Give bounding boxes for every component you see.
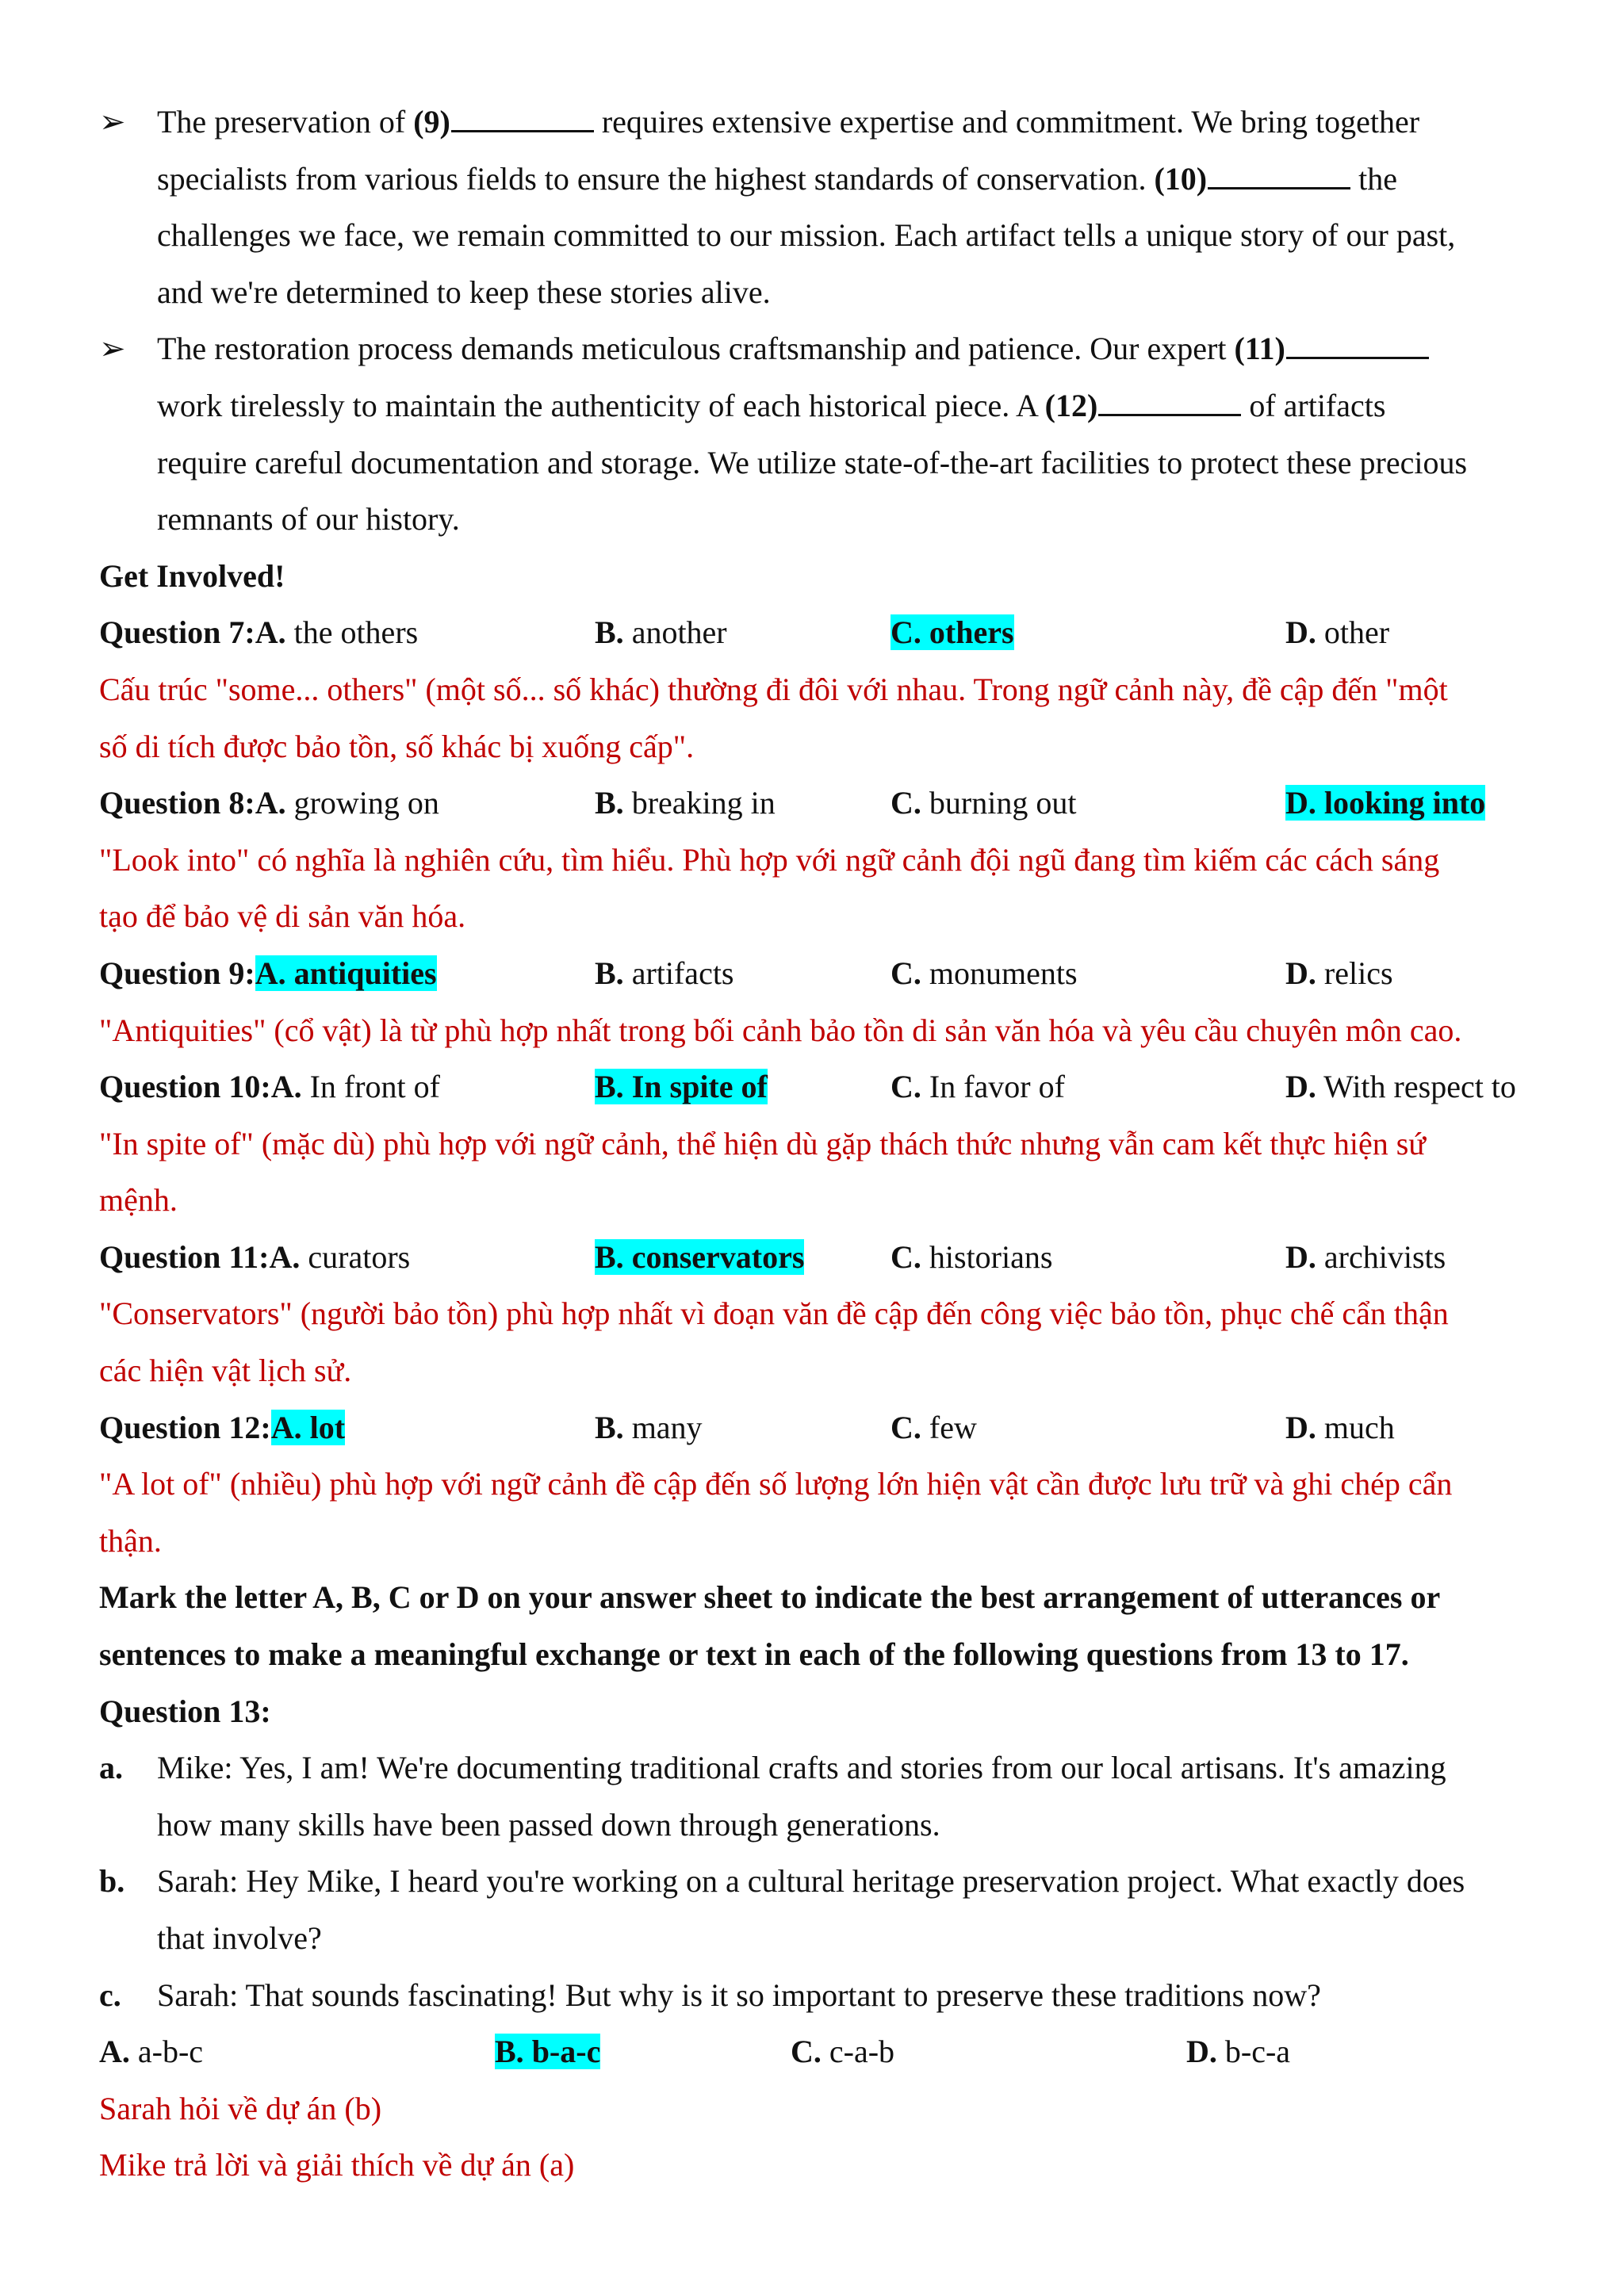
- answer-option: [595, 785, 776, 821]
- option-letter: B.: [595, 955, 624, 991]
- option-c: [891, 775, 1076, 832]
- option-letter: B.: [595, 1238, 624, 1275]
- correct-answer: [595, 1069, 768, 1104]
- option-text: much: [1316, 1409, 1395, 1445]
- option-a: [99, 604, 418, 661]
- question-row: [99, 2023, 1542, 2080]
- option-text: historians: [921, 1238, 1053, 1275]
- answer-option: [791, 2034, 894, 2069]
- answer-option: [1186, 2034, 1290, 2069]
- passage-text: The restoration process demands meticulous craftsmanship and patience. Our expert: [157, 331, 1235, 367]
- option-text: others: [921, 614, 1014, 651]
- option-d: [1285, 604, 1389, 661]
- exchange-text: Sarah: Hey Mike, I heard you're working on a cultural heritage preservation project. What exactly does: [157, 1863, 1465, 1900]
- exchange-text: how many skills have been passed down through generations.: [157, 1806, 940, 1843]
- passage-line: [99, 94, 1542, 151]
- blank-line: [451, 97, 594, 132]
- explanation-line: "Look into" có nghĩa là nghiên cứu, tìm hiểu. Phù hợp với ngữ cảnh đội ngũ đang tìm kiếm các cách sáng: [99, 841, 1440, 878]
- document-page: [99, 94, 1542, 2194]
- explanation-line: "In spite of" (mặc dù) phù hợp với ngữ cảnh, thể hiện dù gặp thách thức nhưng vẫn cam kết thực hiện sứ: [99, 1125, 1426, 1161]
- option-text: b-c-a: [1216, 2034, 1291, 2070]
- option-a: [99, 1229, 410, 1286]
- correct-answer: [891, 614, 1014, 650]
- question-label: Question 10:: [99, 1069, 271, 1105]
- option-letter: B.: [595, 785, 624, 821]
- passage-line: [99, 377, 1542, 434]
- option-text: b-a-c: [523, 2034, 601, 2070]
- option-text: artifacts: [623, 955, 734, 991]
- exchange-key: a.: [99, 1750, 123, 1786]
- option-letter: C.: [891, 614, 921, 651]
- option-letter: A.: [99, 2034, 130, 2070]
- passage-text: work tirelessly to maintain the authenticity of each historical piece. A: [157, 387, 1045, 423]
- question-label: Question 8:: [99, 785, 255, 821]
- exchange-text: Mike: Yes, I am! We're documenting traditional crafts and stories from our local artisans. It's amazing: [157, 1750, 1446, 1786]
- passage-line: [99, 207, 1542, 264]
- passage-text: remnants of our history.: [157, 501, 460, 538]
- explanation-line: số di tích được bảo tồn, số khác bị xuống cấp".: [99, 728, 695, 764]
- passage-line: [99, 264, 1542, 321]
- explanation-line: mệnh.: [99, 1182, 178, 1219]
- answer-option: [891, 785, 1076, 821]
- option-c: [891, 1229, 1052, 1286]
- answer-option: [1285, 955, 1393, 991]
- option-text: another: [623, 614, 727, 651]
- question-label: Question 13:: [99, 1693, 271, 1729]
- answer-option: [255, 614, 419, 650]
- option-letter: C.: [891, 955, 921, 991]
- option-text: breaking in: [623, 785, 776, 821]
- answer-option: [1285, 614, 1389, 650]
- answer-option: [269, 1239, 410, 1275]
- option-letter: A.: [255, 785, 286, 821]
- question-label: Question 9:: [99, 955, 255, 991]
- option-text: With respect to: [1316, 1069, 1516, 1105]
- correct-answer: [255, 955, 437, 991]
- exchange-line: [99, 1910, 1542, 1967]
- passage-text: challenges we face, we remain committed to our mission. Each artifact tells a unique story of our past,: [157, 217, 1456, 254]
- option-letter: A.: [255, 614, 286, 651]
- option-text: the others: [285, 614, 419, 651]
- instruction-line: sentences to make a meaningful exchange or text in each of the following questions from 13 to 17.: [99, 1636, 1409, 1673]
- exchange-text: that involve?: [157, 1920, 322, 1956]
- blank-line: [1098, 381, 1241, 416]
- option-text: lot: [301, 1409, 346, 1445]
- bullet-arrow-icon: ➢: [99, 331, 126, 367]
- answer-option: [595, 955, 734, 991]
- option-letter: B.: [595, 1069, 624, 1105]
- option-letter: D.: [1285, 955, 1316, 991]
- option-b: [595, 945, 734, 1002]
- answer-option: [891, 955, 1078, 991]
- bullet-arrow-icon: ➢: [99, 104, 126, 140]
- option-letter: C.: [891, 785, 921, 821]
- correct-answer: [495, 2034, 600, 2069]
- option-letter: D.: [1285, 785, 1316, 821]
- explanation-line: Cấu trúc "some... others" (một số... số khác) thường đi đôi với nhau. Trong ngữ cảnh này, đề cập đến "một: [99, 671, 1448, 707]
- option-letter: D.: [1186, 2034, 1217, 2070]
- passage-line: [99, 151, 1542, 208]
- question-row: [99, 1058, 1542, 1115]
- option-b: [595, 1399, 703, 1456]
- option-b: [595, 604, 727, 661]
- option-text: a-b-c: [129, 2034, 204, 2070]
- correct-answer: [1285, 785, 1485, 821]
- option-text: relics: [1316, 955, 1393, 991]
- question-row: [99, 604, 1542, 661]
- option-text: few: [921, 1409, 977, 1445]
- question-row: [99, 775, 1542, 832]
- option-letter: B.: [495, 2034, 524, 2070]
- blank-number: (10): [1154, 160, 1208, 197]
- question-row: [99, 1399, 1542, 1456]
- option-b: [595, 775, 776, 832]
- option-letter: A.: [270, 1069, 302, 1105]
- option-text: c-a-b: [821, 2034, 895, 2070]
- option-c: [791, 2023, 894, 2080]
- explanation-line: "A lot of" (nhiều) phù hợp với ngữ cảnh đề cập đến số lượng lớn hiện vật cần được lưu trữ và ghi chép cẩn: [99, 1466, 1453, 1502]
- option-letter: A.: [255, 955, 286, 991]
- option-text: looking into: [1316, 785, 1486, 821]
- explanation-line: "Antiquities" (cổ vật) là từ phù hợp nhất trong bối cảnh bảo tồn di sản văn hóa và yêu cầu chuyên môn cao.: [99, 1012, 1462, 1048]
- exchange-line: [99, 1967, 1542, 2024]
- exchange-text: Sarah: That sounds fascinating! But why is it so important to preserve these traditions now?: [157, 1976, 1321, 2013]
- option-text: curators: [300, 1238, 411, 1275]
- option-text: monuments: [921, 955, 1078, 991]
- option-letter: C.: [791, 2034, 822, 2070]
- explanation-line: tạo để bảo vệ di sản văn hóa.: [99, 898, 466, 935]
- question-label: Question 12:: [99, 1409, 271, 1445]
- passage-text: require careful documentation and storage. We utilize state-of-the-art facilities to protect these precious: [157, 444, 1468, 480]
- option-letter: D.: [1285, 1069, 1316, 1105]
- option-d: [1285, 1399, 1395, 1456]
- correct-answer: [595, 1239, 804, 1275]
- option-text: In favor of: [921, 1069, 1065, 1105]
- option-a: [99, 2023, 203, 2080]
- correct-answer: [271, 1410, 345, 1445]
- passage-text: and we're determined to keep these stories alive.: [157, 274, 771, 310]
- explanation-line: Sarah hỏi về dự án (b): [99, 2090, 382, 2126]
- option-text: burning out: [921, 785, 1077, 821]
- explanation-line: các hiện vật lịch sử.: [99, 1353, 352, 1389]
- option-text: growing on: [285, 785, 439, 821]
- blank-line: [1208, 154, 1350, 189]
- answer-option: [99, 2034, 203, 2069]
- option-a: [99, 1399, 345, 1456]
- option-letter: C.: [891, 1238, 921, 1275]
- option-b: [595, 1058, 768, 1115]
- option-text: antiquities: [285, 955, 437, 991]
- passage-text: of artifacts: [1241, 387, 1386, 423]
- option-text: other: [1316, 614, 1390, 651]
- answer-option: [891, 1239, 1052, 1275]
- option-letter: C.: [891, 1069, 921, 1105]
- option-a: [99, 775, 439, 832]
- option-d: [1285, 1058, 1516, 1115]
- option-d: [1285, 1229, 1446, 1286]
- answer-option: [1285, 1069, 1516, 1104]
- option-c: [891, 1399, 977, 1456]
- passage-text: specialists from various fields to ensure the highest standards of conservation.: [157, 160, 1155, 197]
- option-d: [1285, 775, 1485, 832]
- option-text: archivists: [1316, 1238, 1446, 1275]
- answer-option: [255, 785, 439, 821]
- question-label: Question 7:: [99, 614, 255, 651]
- option-a: [99, 1058, 440, 1115]
- answer-option: [595, 614, 727, 650]
- passage-text: the: [1350, 160, 1397, 197]
- blank-number: (12): [1044, 387, 1098, 423]
- blank-number: (11): [1234, 331, 1285, 367]
- option-letter: D.: [1285, 1238, 1316, 1275]
- option-d: [1186, 2023, 1290, 2080]
- section-heading: Get Involved!: [99, 557, 285, 594]
- option-letter: A.: [270, 1409, 302, 1445]
- explanation-line: "Conservators" (người bảo tồn) phù hợp nhất vì đoạn văn đề cập đến công việc bảo tồn, phục chế cẩn thận: [99, 1295, 1449, 1332]
- option-text: In front of: [301, 1069, 440, 1105]
- exchange-line: [99, 1797, 1542, 1854]
- answer-option: [891, 1069, 1065, 1104]
- option-text: In spite of: [623, 1069, 768, 1105]
- option-letter: B.: [595, 1409, 624, 1445]
- passage-line: [99, 491, 1542, 548]
- exchange-line: [99, 1739, 1542, 1797]
- question-label: Question 11:: [99, 1238, 270, 1275]
- answer-option: [271, 1069, 440, 1104]
- option-letter: D.: [1285, 1409, 1316, 1445]
- option-b: [595, 1229, 804, 1286]
- option-a: [99, 945, 437, 1002]
- option-c: [891, 1058, 1065, 1115]
- option-d: [1285, 945, 1393, 1002]
- exchange-line: [99, 1853, 1542, 1910]
- explanation-line: Mike trả lời và giải thích về dự án (a): [99, 2147, 575, 2183]
- option-text: conservators: [623, 1238, 805, 1275]
- exchange-key: b.: [99, 1863, 125, 1900]
- passage-line: [99, 434, 1542, 492]
- blank-line: [1286, 323, 1429, 359]
- option-c: [891, 604, 1014, 661]
- passage-text: requires extensive expertise and commitment. We bring together: [593, 104, 1420, 140]
- instruction-line: Mark the letter A, B, C or D on your answer sheet to indicate the best arrangement of utterances or: [99, 1579, 1441, 1616]
- exchange-key: c.: [99, 1976, 121, 2013]
- option-letter: A.: [269, 1238, 301, 1275]
- option-letter: C.: [891, 1409, 921, 1445]
- answer-option: [1285, 1239, 1446, 1275]
- option-letter: D.: [1285, 614, 1316, 651]
- question-row: [99, 945, 1542, 1002]
- answer-option: [1285, 1410, 1395, 1445]
- option-text: many: [623, 1409, 703, 1445]
- option-letter: B.: [595, 614, 624, 651]
- blank-number: (9): [413, 104, 450, 140]
- option-b: [495, 2023, 600, 2080]
- answer-option: [595, 1410, 703, 1445]
- question-row: [99, 1229, 1542, 1286]
- passage-line: [99, 320, 1542, 377]
- option-c: [891, 945, 1078, 1002]
- passage-text: The preservation of: [157, 104, 414, 140]
- answer-option: [891, 1410, 977, 1445]
- explanation-line: thận.: [99, 1522, 162, 1559]
